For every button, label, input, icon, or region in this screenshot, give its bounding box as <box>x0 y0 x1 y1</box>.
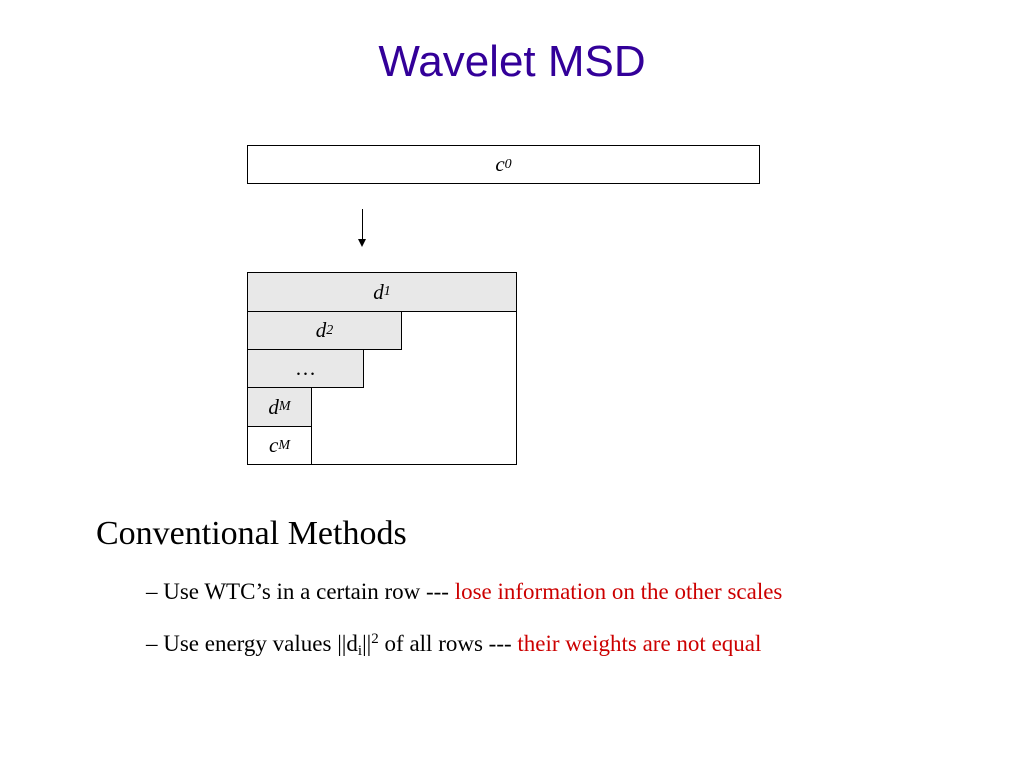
bullet-item <box>146 578 782 606</box>
bullet-dash: – <box>146 631 158 656</box>
c0-box <box>247 145 760 184</box>
down-arrow-icon <box>362 209 363 241</box>
d1-cell: d 1 <box>247 272 517 312</box>
bullet-text-tail: of all rows --- <box>378 631 518 656</box>
norm-bars: || <box>362 631 372 656</box>
c0-base: c <box>495 152 505 176</box>
dM-cell: d M <box>247 387 312 427</box>
c0-label: c 0 <box>495 152 512 176</box>
ellipsis-cell <box>247 349 364 388</box>
norm-exponent: 2 <box>371 631 379 647</box>
d1-base: d <box>373 279 384 304</box>
cM-cell: c M <box>247 426 312 465</box>
bullet-dash: – <box>146 579 158 604</box>
bullet-item <box>146 630 761 658</box>
bullet-highlight: lose information on the other scales <box>454 579 783 604</box>
bullet-text: Use WTC’s in a certain row --- <box>157 579 455 604</box>
cM-base: c <box>269 433 279 457</box>
slide-title: Wavelet MSD <box>378 37 646 86</box>
ellipsis-label: … <box>295 356 316 380</box>
bullet-text: Use energy values ||d <box>157 631 358 656</box>
dM-base: d <box>268 394 279 419</box>
bullet-highlight: their weights are not equal <box>517 631 762 656</box>
norm-subscript: i <box>357 643 363 659</box>
d2-cell: d 2 <box>247 311 402 350</box>
d2-base: d <box>315 318 327 342</box>
section-heading: Conventional Methods <box>96 515 407 552</box>
